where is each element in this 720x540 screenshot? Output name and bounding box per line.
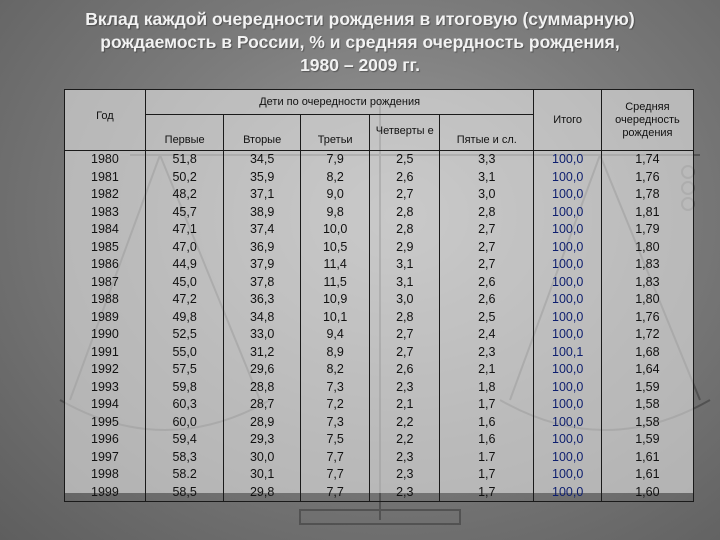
cell-third: 7,3 <box>300 379 370 397</box>
cell-fifth-plus: 3,3 <box>440 151 534 169</box>
cell-average-order: 1,72 <box>601 326 693 344</box>
cell-year: 1994 <box>65 396 146 414</box>
cell-average-order: 1,61 <box>601 466 693 484</box>
cell-second: 28,7 <box>224 396 300 414</box>
table-row <box>65 291 694 309</box>
cell-fifth-plus: 2,8 <box>440 204 534 222</box>
table-row <box>65 169 694 187</box>
cell-total: 100,0 <box>534 274 601 292</box>
cell-first: 49,8 <box>145 309 224 327</box>
cell-year: 1985 <box>65 239 146 257</box>
cell-first: 47,2 <box>145 291 224 309</box>
header-children-by-order: Дети по очередности рождения <box>145 90 534 115</box>
cell-total: 100,0 <box>534 484 601 502</box>
cell-total: 100,0 <box>534 291 601 309</box>
cell-third: 7,9 <box>300 151 370 169</box>
cell-average-order: 1,79 <box>601 221 693 239</box>
cell-first: 58.2 <box>145 466 224 484</box>
cell-third: 10,5 <box>300 239 370 257</box>
cell-first: 47,0 <box>145 239 224 257</box>
cell-second: 38,9 <box>224 204 300 222</box>
cell-first: 59,8 <box>145 379 224 397</box>
cell-third: 8,9 <box>300 344 370 362</box>
header-total: Итого <box>534 90 601 151</box>
cell-average-order: 1,64 <box>601 361 693 379</box>
cell-fifth-plus: 1,6 <box>440 414 534 432</box>
cell-first: 45,0 <box>145 274 224 292</box>
cell-fifth-plus: 1,6 <box>440 431 534 449</box>
cell-fourth: 2,6 <box>370 361 440 379</box>
cell-fourth: 2,1 <box>370 396 440 414</box>
table-row <box>65 344 694 362</box>
header-second: Вторые <box>224 115 300 151</box>
cell-year: 1996 <box>65 431 146 449</box>
birth-order-table <box>64 89 694 502</box>
cell-total: 100,0 <box>534 361 601 379</box>
header-fifth-plus: Пятые и сл. <box>440 115 534 151</box>
cell-total: 100,0 <box>534 449 601 467</box>
cell-second: 34,5 <box>224 151 300 169</box>
table-row <box>65 484 694 502</box>
cell-average-order: 1,83 <box>601 256 693 274</box>
cell-fourth: 2,6 <box>370 169 440 187</box>
table-row <box>65 361 694 379</box>
cell-second: 37,9 <box>224 256 300 274</box>
cell-total: 100,0 <box>534 256 601 274</box>
header-fourth: Четверты е <box>370 115 440 151</box>
cell-total: 100,0 <box>534 431 601 449</box>
cell-fourth: 2,3 <box>370 466 440 484</box>
cell-year: 1988 <box>65 291 146 309</box>
cell-total: 100,0 <box>534 326 601 344</box>
cell-fifth-plus: 1.7 <box>440 449 534 467</box>
table-row <box>65 414 694 432</box>
cell-fourth: 2,9 <box>370 239 440 257</box>
cell-second: 29,6 <box>224 361 300 379</box>
table-row <box>65 379 694 397</box>
cell-fourth: 3,1 <box>370 256 440 274</box>
cell-total: 100,0 <box>534 221 601 239</box>
table-body <box>65 151 694 502</box>
cell-average-order: 1,74 <box>601 151 693 169</box>
table-row <box>65 204 694 222</box>
cell-average-order: 1,61 <box>601 449 693 467</box>
table-row <box>65 449 694 467</box>
cell-fourth: 2,3 <box>370 449 440 467</box>
cell-second: 37,1 <box>224 186 300 204</box>
cell-total: 100,0 <box>534 309 601 327</box>
cell-total: 100,0 <box>534 169 601 187</box>
cell-year: 1995 <box>65 414 146 432</box>
cell-fifth-plus: 2,4 <box>440 326 534 344</box>
cell-year: 1981 <box>65 169 146 187</box>
cell-first: 58,5 <box>145 484 224 502</box>
cell-third: 7,2 <box>300 396 370 414</box>
cell-third: 9,8 <box>300 204 370 222</box>
cell-first: 52,5 <box>145 326 224 344</box>
cell-third: 11,4 <box>300 256 370 274</box>
cell-fifth-plus: 2,1 <box>440 361 534 379</box>
cell-year: 1991 <box>65 344 146 362</box>
cell-fourth: 2,3 <box>370 379 440 397</box>
title-line-1: Вклад каждой очередности рождения в итоговую (суммарную) <box>85 9 635 29</box>
header-third: Третьи <box>300 115 370 151</box>
cell-fifth-plus: 2,6 <box>440 291 534 309</box>
cell-third: 7,7 <box>300 484 370 502</box>
cell-year: 1987 <box>65 274 146 292</box>
cell-third: 8,2 <box>300 361 370 379</box>
cell-year: 1990 <box>65 326 146 344</box>
table-row <box>65 466 694 484</box>
cell-second: 30,1 <box>224 466 300 484</box>
cell-fourth: 2,3 <box>370 484 440 502</box>
cell-fourth: 2,5 <box>370 151 440 169</box>
cell-first: 51,8 <box>145 151 224 169</box>
cell-third: 9,4 <box>300 326 370 344</box>
cell-fifth-plus: 2,5 <box>440 309 534 327</box>
cell-fourth: 2,2 <box>370 431 440 449</box>
cell-first: 47,1 <box>145 221 224 239</box>
cell-third: 7,5 <box>300 431 370 449</box>
cell-average-order: 1,58 <box>601 396 693 414</box>
header-first: Первые <box>145 115 224 151</box>
cell-first: 55,0 <box>145 344 224 362</box>
cell-second: 28,8 <box>224 379 300 397</box>
title-line-3: 1980 – 2009 гг. <box>300 55 420 75</box>
cell-year: 1983 <box>65 204 146 222</box>
cell-year: 1989 <box>65 309 146 327</box>
cell-average-order: 1,76 <box>601 309 693 327</box>
cell-fifth-plus: 2,7 <box>440 256 534 274</box>
header-year: Год <box>65 90 146 151</box>
cell-total: 100,0 <box>534 239 601 257</box>
cell-fifth-plus: 3,1 <box>440 169 534 187</box>
cell-fifth-plus: 3,0 <box>440 186 534 204</box>
cell-first: 50,2 <box>145 169 224 187</box>
cell-second: 31,2 <box>224 344 300 362</box>
cell-average-order: 1,80 <box>601 239 693 257</box>
cell-first: 44,9 <box>145 256 224 274</box>
cell-fourth: 2,7 <box>370 326 440 344</box>
cell-total: 100,1 <box>534 344 601 362</box>
cell-fourth: 3,0 <box>370 291 440 309</box>
cell-second: 29,3 <box>224 431 300 449</box>
cell-fourth: 2,8 <box>370 221 440 239</box>
table-row <box>65 326 694 344</box>
cell-average-order: 1,81 <box>601 204 693 222</box>
cell-first: 60,0 <box>145 414 224 432</box>
cell-second: 29,8 <box>224 484 300 502</box>
cell-average-order: 1,68 <box>601 344 693 362</box>
table-row <box>65 221 694 239</box>
cell-average-order: 1,80 <box>601 291 693 309</box>
cell-fourth: 2,8 <box>370 309 440 327</box>
cell-fourth: 2,7 <box>370 344 440 362</box>
title-line-2: рождаемость в России, % и средняя очердность рождения, <box>100 32 620 52</box>
cell-fifth-plus: 2,7 <box>440 221 534 239</box>
table-row <box>65 309 694 327</box>
cell-second: 36,3 <box>224 291 300 309</box>
table-row <box>65 186 694 204</box>
cell-second: 33,0 <box>224 326 300 344</box>
cell-third: 9,0 <box>300 186 370 204</box>
cell-third: 10,0 <box>300 221 370 239</box>
cell-average-order: 1,58 <box>601 414 693 432</box>
slide-title <box>20 8 700 77</box>
cell-average-order: 1,78 <box>601 186 693 204</box>
cell-second: 28,9 <box>224 414 300 432</box>
cell-fifth-plus: 1,8 <box>440 379 534 397</box>
cell-fifth-plus: 2,7 <box>440 239 534 257</box>
cell-third: 7,7 <box>300 449 370 467</box>
cell-second: 37,8 <box>224 274 300 292</box>
cell-second: 35,9 <box>224 169 300 187</box>
cell-year: 1993 <box>65 379 146 397</box>
cell-year: 1999 <box>65 484 146 502</box>
cell-third: 8,2 <box>300 169 370 187</box>
cell-fourth: 2,7 <box>370 186 440 204</box>
cell-fourth: 2,8 <box>370 204 440 222</box>
cell-average-order: 1,83 <box>601 274 693 292</box>
cell-fifth-plus: 1,7 <box>440 466 534 484</box>
cell-average-order: 1,59 <box>601 431 693 449</box>
cell-second: 34,8 <box>224 309 300 327</box>
cell-fifth-plus: 1,7 <box>440 396 534 414</box>
table-row <box>65 239 694 257</box>
cell-fourth: 2,2 <box>370 414 440 432</box>
cell-fourth: 3,1 <box>370 274 440 292</box>
cell-total: 100,0 <box>534 204 601 222</box>
cell-total: 100,0 <box>534 379 601 397</box>
cell-first: 58,3 <box>145 449 224 467</box>
cell-total: 100,0 <box>534 151 601 169</box>
cell-year: 1992 <box>65 361 146 379</box>
cell-total: 100,0 <box>534 414 601 432</box>
cell-first: 60,3 <box>145 396 224 414</box>
cell-first: 59,4 <box>145 431 224 449</box>
cell-fifth-plus: 1,7 <box>440 484 534 502</box>
cell-first: 57,5 <box>145 361 224 379</box>
cell-average-order: 1,59 <box>601 379 693 397</box>
cell-total: 100,0 <box>534 466 601 484</box>
cell-fifth-plus: 2,6 <box>440 274 534 292</box>
cell-third: 7,3 <box>300 414 370 432</box>
table-row <box>65 151 694 169</box>
cell-third: 7,7 <box>300 466 370 484</box>
table-row <box>65 396 694 414</box>
cell-second: 30,0 <box>224 449 300 467</box>
cell-second: 37,4 <box>224 221 300 239</box>
cell-year: 1986 <box>65 256 146 274</box>
cell-third: 10,9 <box>300 291 370 309</box>
header-average-order: Средняя очередность рождения <box>601 90 693 151</box>
table-row <box>65 431 694 449</box>
cell-third: 10,1 <box>300 309 370 327</box>
cell-total: 100,0 <box>534 396 601 414</box>
cell-year: 1997 <box>65 449 146 467</box>
table-row <box>65 274 694 292</box>
cell-total: 100,0 <box>534 186 601 204</box>
cell-average-order: 1,60 <box>601 484 693 502</box>
cell-fifth-plus: 2,3 <box>440 344 534 362</box>
cell-year: 1980 <box>65 151 146 169</box>
cell-first: 48,2 <box>145 186 224 204</box>
cell-year: 1982 <box>65 186 146 204</box>
cell-first: 45,7 <box>145 204 224 222</box>
table-row <box>65 256 694 274</box>
cell-year: 1998 <box>65 466 146 484</box>
cell-third: 11,5 <box>300 274 370 292</box>
cell-year: 1984 <box>65 221 146 239</box>
cell-average-order: 1,76 <box>601 169 693 187</box>
cell-second: 36,9 <box>224 239 300 257</box>
